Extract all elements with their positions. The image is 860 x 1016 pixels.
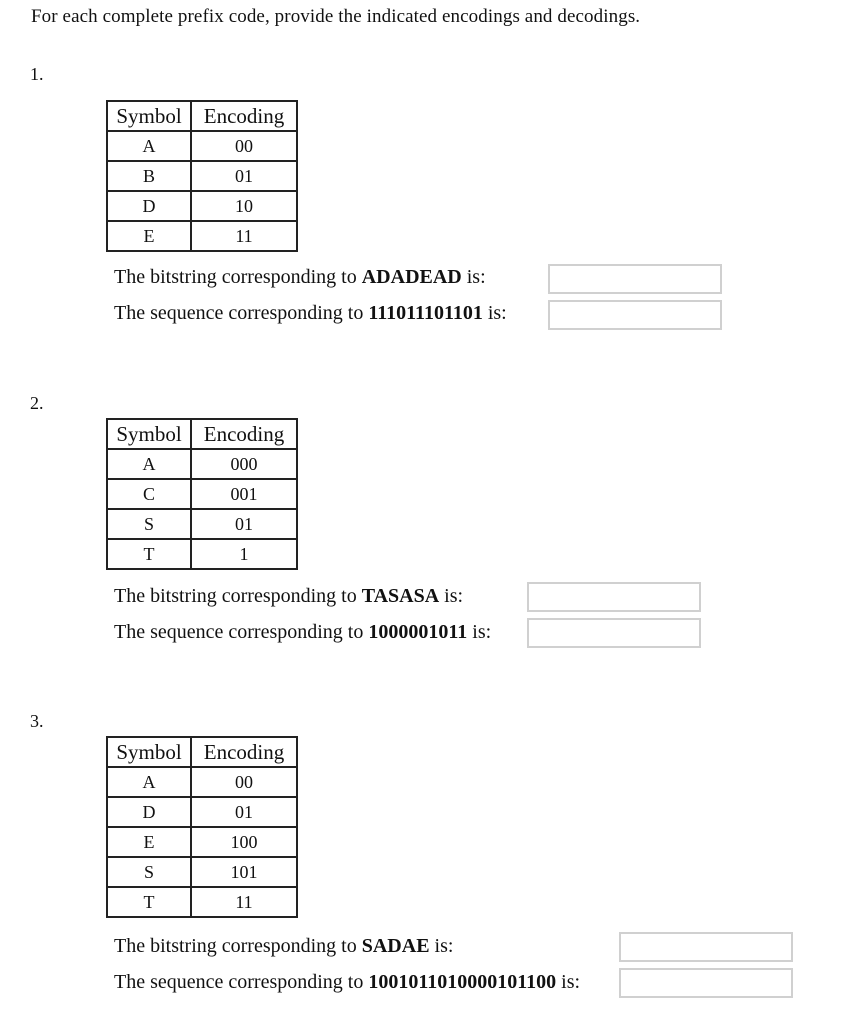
question-prefix: The sequence corresponding to: [114, 971, 369, 993]
symbol-cell: D: [107, 191, 191, 221]
question-value: 1000001011: [368, 621, 468, 643]
encoding-cell: 11: [191, 887, 297, 917]
encoding-header: Encoding: [191, 419, 297, 449]
table-header-row: [107, 101, 297, 131]
question-value: 1001011010000101100: [368, 971, 557, 993]
encoding-header: Encoding: [191, 101, 297, 131]
table-row: [107, 131, 297, 161]
symbol-cell: C: [107, 479, 191, 509]
table-header-row: [107, 737, 297, 767]
symbol-cell: B: [107, 161, 191, 191]
table-row: [107, 509, 297, 539]
problem-number: 2.: [30, 393, 44, 413]
problem-number: 3.: [30, 711, 44, 731]
encoding-cell: 001: [191, 479, 297, 509]
symbol-header: Symbol: [107, 101, 191, 131]
symbol-header: Symbol: [107, 419, 191, 449]
answer-input-encode[interactable]: [527, 582, 701, 612]
encoding-cell: 00: [191, 131, 297, 161]
encoding-cell: 000: [191, 449, 297, 479]
symbol-cell: E: [107, 221, 191, 251]
table-row: [107, 827, 297, 857]
encoding-cell: 01: [191, 509, 297, 539]
question-value: ADADEAD: [361, 266, 462, 288]
instructions: For each complete prefix code, provide the indicated encodings and decodings.: [31, 6, 641, 27]
question-suffix: is:: [482, 302, 507, 324]
table-row: [107, 479, 297, 509]
symbol-header: Symbol: [107, 737, 191, 767]
answer-input-decode[interactable]: [619, 968, 793, 998]
answer-input-encode[interactable]: [619, 932, 793, 962]
question-value: TASASA: [361, 585, 440, 607]
encoding-cell: 100: [191, 827, 297, 857]
question-value: SADAE: [361, 935, 430, 957]
table-row: [107, 449, 297, 479]
symbol-cell: D: [107, 797, 191, 827]
encoding-cell: 00: [191, 767, 297, 797]
question-suffix: is:: [461, 266, 486, 288]
symbol-cell: T: [107, 539, 191, 569]
problem-number: 1.: [30, 64, 44, 84]
question-suffix: is:: [556, 971, 581, 993]
question-decode: [114, 302, 507, 325]
question-prefix: The sequence corresponding to: [114, 302, 369, 324]
question-prefix: The bitstring corresponding to: [114, 266, 362, 288]
table-row: [107, 887, 297, 917]
table-row: [107, 857, 297, 887]
symbol-cell: E: [107, 827, 191, 857]
question-prefix: The bitstring corresponding to: [114, 585, 362, 607]
table-row: [107, 797, 297, 827]
table-header-row: [107, 419, 297, 449]
encoding-cell: 01: [191, 797, 297, 827]
table-row: [107, 539, 297, 569]
encoding-cell: 1: [191, 539, 297, 569]
symbol-cell: A: [107, 449, 191, 479]
encoding-cell: 10: [191, 191, 297, 221]
code-table: [106, 100, 298, 252]
symbol-cell: T: [107, 887, 191, 917]
question-suffix: is:: [439, 585, 464, 607]
answer-input-encode[interactable]: [548, 264, 722, 294]
question-suffix: is:: [467, 621, 492, 643]
question-prefix: The sequence corresponding to: [114, 621, 369, 643]
symbol-cell: A: [107, 131, 191, 161]
symbol-cell: S: [107, 857, 191, 887]
symbol-cell: S: [107, 509, 191, 539]
encoding-header: Encoding: [191, 737, 297, 767]
encoding-cell: 11: [191, 221, 297, 251]
question-suffix: is:: [429, 935, 454, 957]
table-row: [107, 191, 297, 221]
encoding-cell: 01: [191, 161, 297, 191]
question-decode: [114, 971, 580, 994]
table-row: [107, 767, 297, 797]
code-table: [106, 418, 298, 570]
question-encode: [114, 266, 486, 289]
question-value: 111011101101: [368, 302, 483, 324]
answer-input-decode[interactable]: [548, 300, 722, 330]
encoding-cell: 101: [191, 857, 297, 887]
question-encode: [114, 935, 453, 958]
symbol-cell: A: [107, 767, 191, 797]
code-table: [106, 736, 298, 918]
table-row: [107, 221, 297, 251]
question-encode: [114, 585, 463, 608]
question-prefix: The bitstring corresponding to: [114, 935, 362, 957]
answer-input-decode[interactable]: [527, 618, 701, 648]
question-decode: [114, 621, 491, 644]
table-row: [107, 161, 297, 191]
